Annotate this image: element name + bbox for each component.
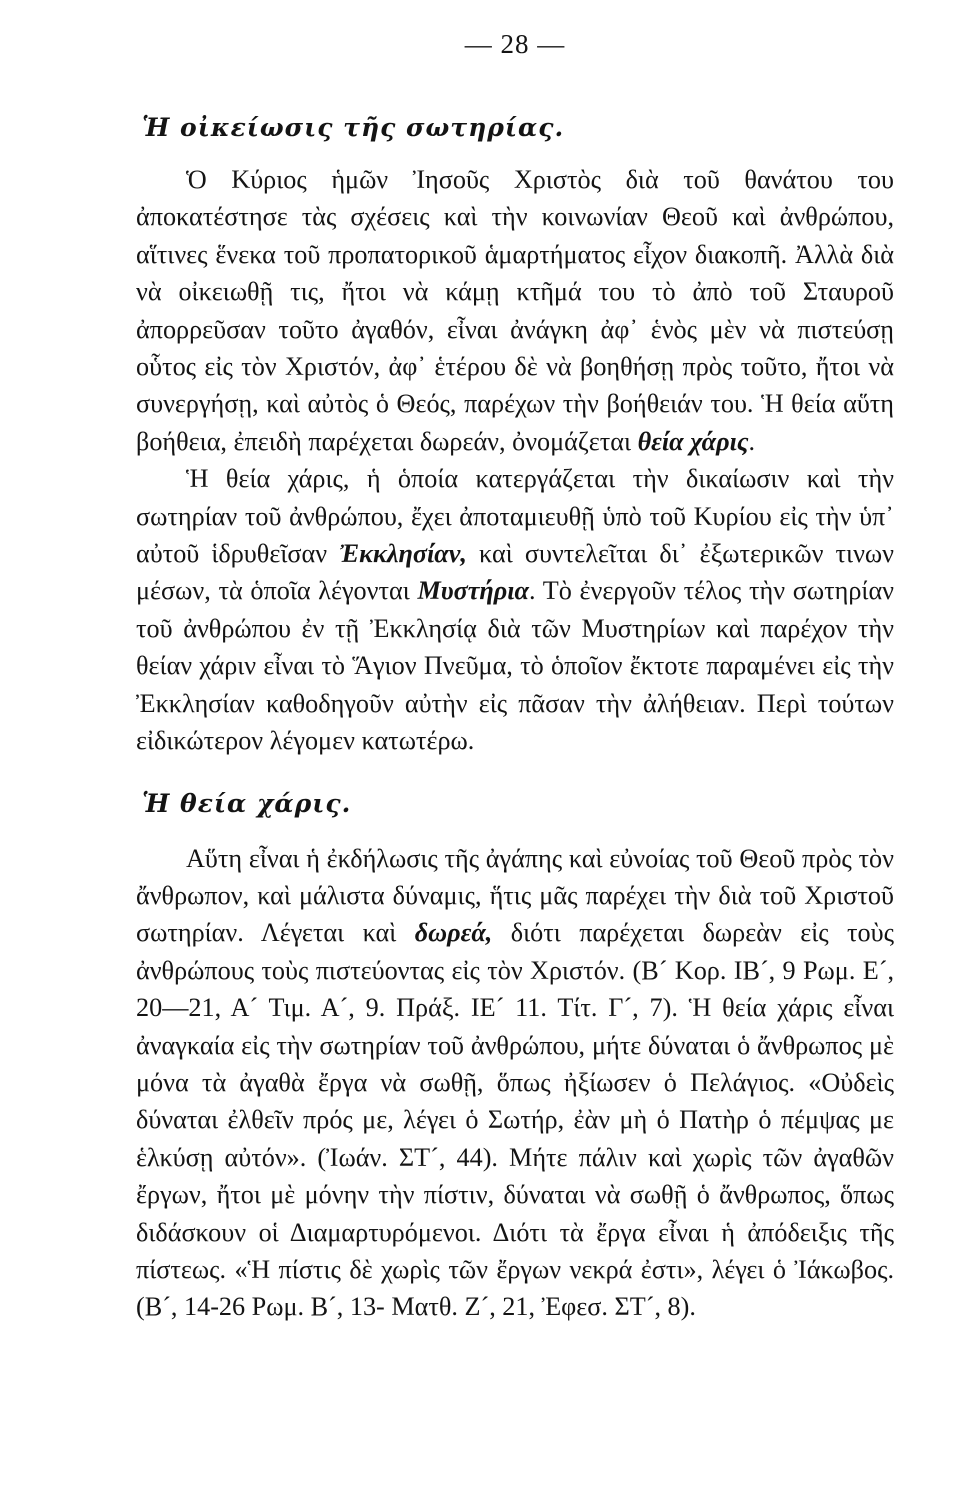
emphasized-term: θεία χάρις: [637, 426, 749, 456]
section-heading-appropriation-of-salvation: Ἡ οἰκείωσις τῆς σωτηρίας.: [142, 113, 565, 142]
text-run: καὶ συντελεῖται δι᾽ ἐξωτερικῶν τινων μέσων, τὰ ὁποῖα λέγονται: [136, 539, 894, 606]
text-run: . Τὸ ἐνεργοῦν τέλος τὴν σωτηρίαν τοῦ ἀνθρώπου ἐν τῇ Ἐκκλησίᾳ διὰ τῶν Μυστηρίων καὶ παρέχον τὴν θείαν χάριν εἶναι τὸ Ἅγιον Πνεῦμα, τὸ ὁποῖον ἔκτοτε παραμένει εἰς τὴν Ἐκκλησίαν καθοδηγοῦν αὐτὴν εἰς πᾶσαν τὴν ἀλήθειαν. Περὶ τούτων εἰδικώτερον λέγομεν κατωτέρω.: [136, 576, 895, 756]
text-run: Ἡ θεία χάρις, ἡ ὁποία κατεργάζεται τὴν δικαίωσιν καὶ τὴν σωτηρίαν τοῦ ἀνθρώπου, ἔχει ἀποταμιευθῇ ὑπὸ τοῦ Κυρίου εἰς τὴν ὑπ᾽ αὐτοῦ ἱδρυθεῖσαν: [136, 464, 894, 569]
text-run: Ὁ Κύριος ἡμῶν Ἰησοῦς Χριστὸς διὰ τοῦ θανάτου του ἀποκατέστησε τὰς σχέσεις καὶ τὴν κοινωνίαν Θεοῦ καὶ ἀνθρώπου, αἵτινες ἕνεκα τοῦ προπατορικοῦ ἁμαρτήματος εἶχον διακοπῆ. Ἀλλὰ διὰ νὰ οἰκειωθῇ τις, ἤτοι νὰ κάμῃ κτῆμά του τὸ ἀπὸ τοῦ Σταυροῦ ἀπορρεῦσαν τοῦτο ἀγαθόν, εἶναι ἀνάγκη ἀφ᾽ ἑνὸς μὲν νὰ πιστεύσῃ οὗτος εἰς τὸν Χριστόν, ἀφ᾽ ἑτέρου δὲ νὰ βοηθήσῃ πρὸς τοῦτο, ἤτοι νὰ συνεργήσῃ, καὶ αὐτὸς ὁ Θεός, παρέχων τὴν βοήθειάν του. Ἡ θεία αὕτη βοήθεια, ἐπειδὴ παρέχεται δωρεάν, ὀνομάζεται: [136, 165, 894, 456]
section-heading-divine-grace: Ἡ θεία χάρις.: [142, 788, 352, 818]
emphasized-term: Ἐκκλησίαν,: [339, 539, 467, 569]
text-run: Αὕτη εἶναι ἡ ἐκδήλωσις τῆς ἀγάπης καὶ εὐνοίας τοῦ Θεοῦ πρὸς τὸν ἄνθρωπον, καὶ μάλιστα δύναμις, ἥτις μᾶς παρέχει τὴν διὰ τοῦ Χριστοῦ σωτηρίαν. Λέγεται καὶ: [136, 843, 894, 948]
text-run: διότι παρέχεται δωρεὰν εἰς τοὺς ἀνθρώπους τοὺς πιστεύοντας εἰς τὸν Χριστόν. (Β´ Κορ. ΙΒ´, 9 Ρωμ. Ε´, 20—21, Α´ Τιμ. Α´, 9. Πράξ. ΙΕ´ 11. Τίτ. Γ´, 7). Ἡ θεία χάρις εἶναι ἀναγκαία εἰς τὴν σωτηρίαν τοῦ ἀνθρώπου, μήτε δύναται ὁ ἄνθρωπος μὲ μόνα τὰ ἀγαθὰ ἔργα νὰ σωθῇ, ὅπως ἠξίωσεν ὁ Πελάγιος. «Οὐδεὶς δύναται ἐλθεῖν πρός με, λέγει ὁ Σωτήρ, ἐὰν μὴ ὁ Πατὴρ ὁ πέμψας με ἑλκύσῃ αὐτόν». (Ἰωάν. ΣΤ´, 44). Μήτε πάλιν καὶ χωρὶς τῶν ἀγαθῶν ἔργων, ἤτοι μὲ μόνην τὴν πίστιν, δύναται νὰ σωθῇ ὁ ἄνθρωπος, ὅπως διδάσκουν οἱ Διαμαρτυρόμενοι. Διότι τὰ ἔργα εἶναι ἡ ἀπόδειξις τῆς πίστεως. «Ἡ πίστις δὲ χωρὶς τῶν ἔργων νεκρά ἐστι», λέγει ὁ Ἰάκωβος. (Β´, 14-26 Ρωμ. Β´, 13- Ματθ. Ζ´, 21, Ἐφεσ. ΣΤ´, 8).: [136, 918, 894, 1322]
emphasized-term: Μυστήρια: [417, 576, 529, 606]
paragraph: [136, 460, 894, 759]
paragraph: [136, 840, 894, 1326]
text-run: .: [748, 426, 756, 456]
paragraph: [136, 161, 894, 460]
page-number: — 28 —: [464, 29, 566, 59]
emphasized-term: δωρεά,: [414, 918, 493, 948]
